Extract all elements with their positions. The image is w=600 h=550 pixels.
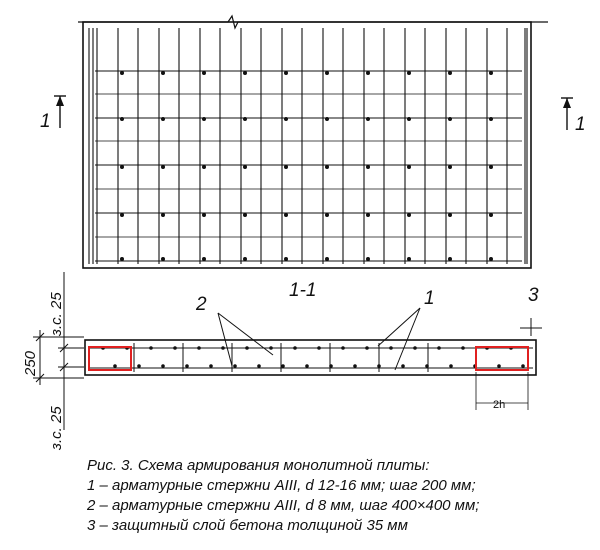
plan-rebar-dot (489, 257, 493, 261)
callout-leaders (218, 308, 542, 370)
plan-rebar-dot (448, 213, 452, 217)
section-rebar-dot-top (173, 346, 177, 350)
section-rebar-dot-bottom (305, 364, 309, 368)
plan-rebar-dot (325, 117, 329, 121)
section-rebar-dot-top (437, 346, 441, 350)
plan-rebar-dot (325, 213, 329, 217)
section-rebar-dot-bottom (377, 364, 381, 368)
section-rebar-dot-bottom (449, 364, 453, 368)
plan-rebar-grid (89, 28, 527, 264)
dim-thickness: 250 (22, 350, 39, 376)
section-rebar-dot-bottom (137, 364, 141, 368)
section-rebar-dot-bottom (353, 364, 357, 368)
section-rebar-dot-bottom (281, 364, 285, 368)
section-view (85, 340, 536, 375)
plan-rebar-dot (120, 71, 124, 75)
section-rebar-dot-bottom (425, 364, 429, 368)
section-rebar-dot-top (221, 346, 225, 350)
plan-rebar-dot (366, 117, 370, 121)
caption-item-2: 2 – арматурные стержни AIII, d 8 мм, шаг 400×400 мм; (87, 497, 480, 514)
caption-item-3: 3 – защитный слой бетона толщиной 35 мм (87, 517, 408, 534)
section-rebar-dot-bottom (185, 364, 189, 368)
plan-rebar-dot (448, 257, 452, 261)
plan-rebar-dot (202, 213, 206, 217)
plan-rebar-dot (366, 257, 370, 261)
plan-rebar-dot (325, 165, 329, 169)
section-mark-left: 1 (40, 111, 51, 132)
section-rebar-dot-top (365, 346, 369, 350)
section-rebar-dot-bottom (329, 364, 333, 368)
plan-rebar-dot (448, 71, 452, 75)
figure-caption (87, 456, 592, 536)
plan-rebar-dot (120, 213, 124, 217)
section-rebar-dot-bottom (113, 364, 117, 368)
plan-rebar-dot (161, 165, 165, 169)
section-rebar-dots (101, 346, 525, 368)
section-rebar-dot-top (245, 346, 249, 350)
section-rebar-dot-bottom (233, 364, 237, 368)
plan-rebar-dot (161, 71, 165, 75)
plan-outline (83, 22, 531, 268)
plan-rebar-dot (489, 165, 493, 169)
dim-anchorage: 2h (493, 399, 506, 411)
section-marker-left (40, 96, 66, 132)
plan-rebar-dot (284, 71, 288, 75)
plan-rebar-dot (284, 213, 288, 217)
highlight-box-right (476, 347, 528, 370)
plan-rebar-dot (161, 257, 165, 261)
section-title: 1-1 (289, 280, 317, 301)
section-marker-right (561, 98, 586, 135)
slab-plan (78, 16, 548, 268)
plan-rebar-dot (120, 117, 124, 121)
dim-cover-bottom: з.с. 25 (48, 406, 65, 450)
plan-rebar-dot (489, 71, 493, 75)
plan-rebar-dot (448, 165, 452, 169)
section-rebar-dot-top (317, 346, 321, 350)
plan-rebar-dot (161, 117, 165, 121)
section-rebar-dot-top (413, 346, 417, 350)
section-rebar-dot-top (149, 346, 153, 350)
section-rebar-dot-bottom (161, 364, 165, 368)
plan-rebar-dot (284, 257, 288, 261)
plan-rebar-dot (120, 165, 124, 169)
plan-rebar-dot (120, 257, 124, 261)
plan-rebar-dot (407, 257, 411, 261)
plan-rebar-dot (202, 257, 206, 261)
plan-rebar-dot (325, 71, 329, 75)
plan-rebar-dot (407, 213, 411, 217)
section-rebar-dot-bottom (257, 364, 261, 368)
plan-rebar-dots (120, 71, 493, 261)
section-rebar-dot-top (293, 346, 297, 350)
section-rebar-dot-top (341, 346, 345, 350)
callout-2: 2 (196, 294, 207, 315)
section-rebar-dot-top (461, 346, 465, 350)
section-rebar-dot-top (389, 346, 393, 350)
dim-cover-top: з.с. 25 (48, 292, 65, 336)
caption-item-1: 1 – арматурные стержни AIII, d 12-16 мм; шаг 200 мм; (87, 477, 476, 494)
plan-rebar-dot (202, 165, 206, 169)
plan-rebar-dot (243, 213, 247, 217)
section-rebar-dot-top (197, 346, 201, 350)
plan-rebar-dot (243, 257, 247, 261)
highlight-box-left (89, 347, 131, 370)
callout-1: 1 (424, 288, 435, 309)
plan-rebar-dot (366, 71, 370, 75)
section-rebar-dot-bottom (521, 364, 525, 368)
section-mark-right: 1 (575, 114, 586, 135)
plan-rebar-dot (243, 71, 247, 75)
plan-rebar-dot (284, 165, 288, 169)
section-outline (85, 340, 536, 375)
plan-rebar-dot (366, 213, 370, 217)
plan-rebar-dot (202, 117, 206, 121)
plan-rebar-dot (366, 165, 370, 169)
plan-rebar-dot (407, 117, 411, 121)
plan-rebar-dot (161, 213, 165, 217)
plan-rebar-dot (407, 71, 411, 75)
callout-3: 3 (528, 285, 539, 306)
caption-title: Рис. 3. Схема армирования монолитной плиты: (87, 457, 430, 474)
plan-rebar-dot (202, 71, 206, 75)
plan-rebar-dot (489, 117, 493, 121)
section-rebar-dot-top (269, 346, 273, 350)
plan-rebar-dot (325, 257, 329, 261)
section-rebar-dot-bottom (209, 364, 213, 368)
plan-rebar-dot (284, 117, 288, 121)
plan-rebar-dot (407, 165, 411, 169)
plan-rebar-dot (448, 117, 452, 121)
plan-rebar-dot (243, 117, 247, 121)
section-rebar-dot-bottom (401, 364, 405, 368)
plan-rebar-dot (243, 165, 247, 169)
plan-rebar-dot (489, 213, 493, 217)
section-rebar-dot-bottom (497, 364, 501, 368)
